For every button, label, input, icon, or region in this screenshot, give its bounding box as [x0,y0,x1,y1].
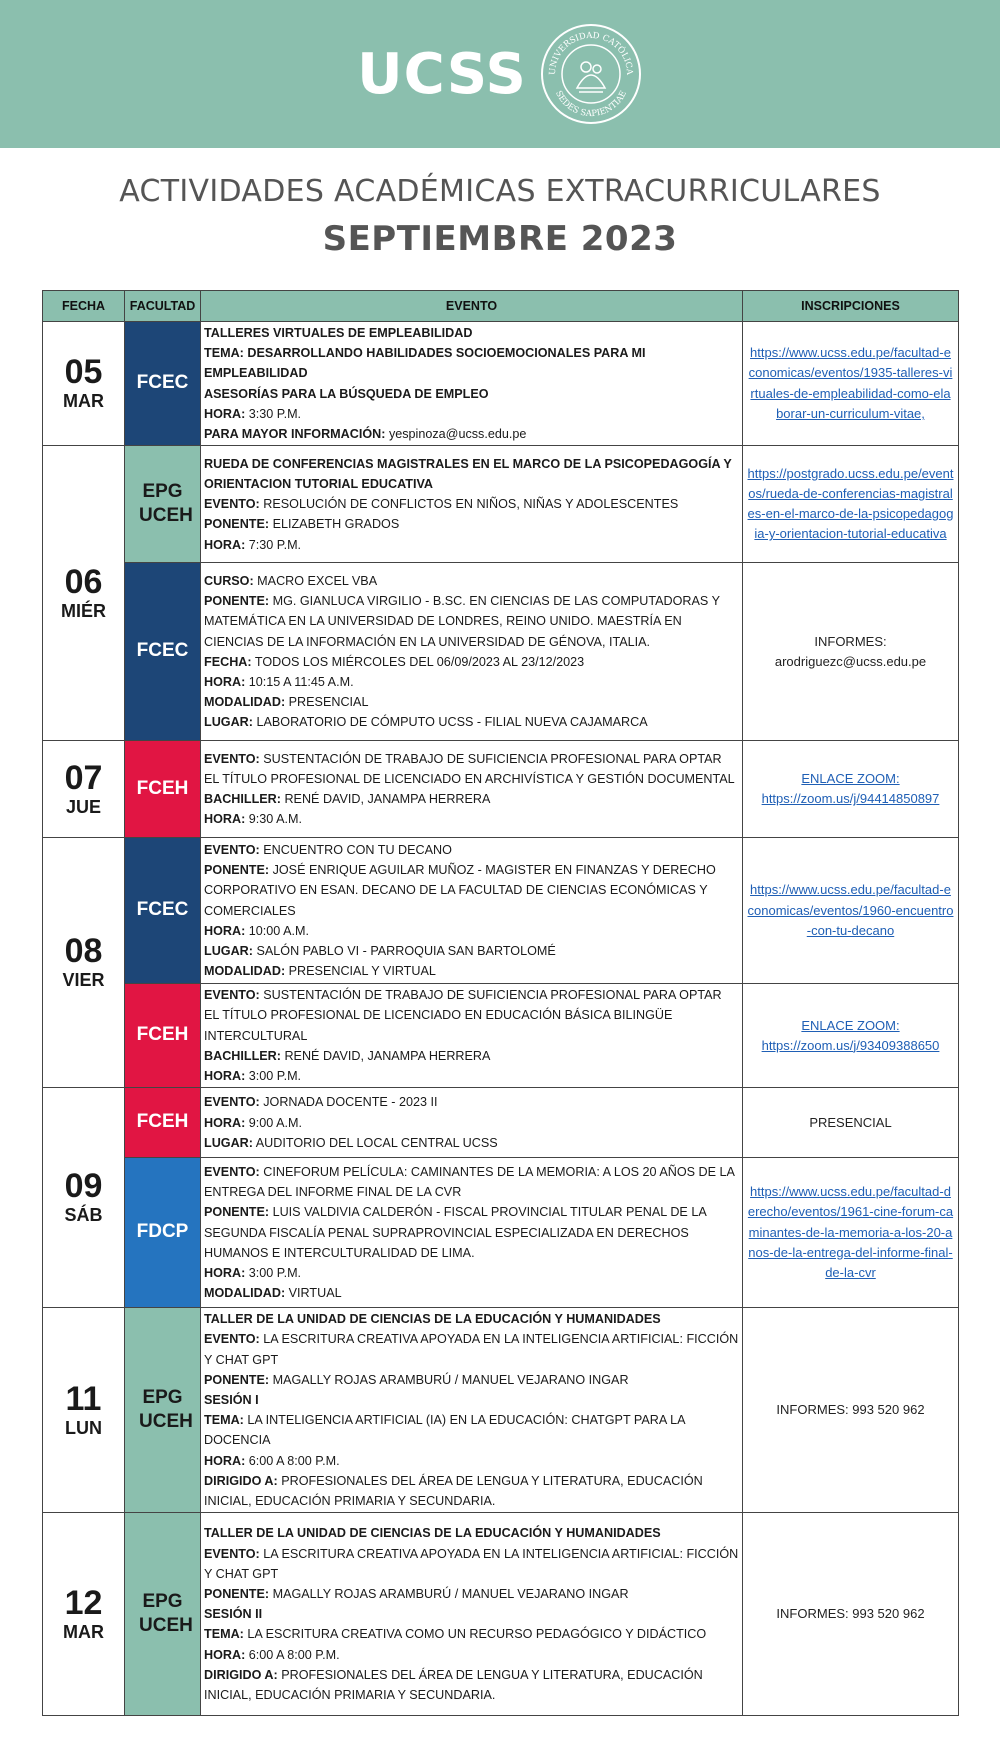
event-line-label: EVENTO: [204,843,260,857]
event-line-value: yespinoza@ucss.edu.pe [385,427,527,442]
registration-cell [743,741,959,838]
event-line-value: CINEFORUM PELÍCULA: CAMINANTES DE LA MEMORIA: A LOS 20 AÑOS DE LA ENTREGA DEL INFORME FINAL DE LA CVR [204,1165,735,1200]
event-line [204,404,739,424]
event-line-label: SESIÓN I [204,1393,259,1408]
zoom-link[interactable]: https://zoom.us/j/94414850897 [761,791,940,807]
date-weekday: LUN [65,1417,102,1438]
event-line [204,1523,739,1543]
event-line-label: HORA: [204,1453,246,1468]
event-line-label: FECHA: [204,654,252,669]
date-weekday: MAR [63,1621,104,1642]
event-line [204,749,739,789]
event-line-label: HORA: [204,1647,246,1662]
event-line-value: MAGALLY ROJAS ARAMBURÚ / MANUEL VEJARANO INGAR [269,1372,629,1387]
registration-phone: INFORMES: 993 520 962 [776,1402,925,1418]
event-line-label: BACHILLER: [204,792,281,807]
registration-link[interactable]: https://www.ucss.edu.pe/facultad-economicas/eventos/1960-encuentro-con-tu-decano [747,882,954,938]
col-header-inscripciones: INSCRIPCIONES [743,291,959,322]
date-number: 08 [64,932,103,971]
event-line-value: 10:15 A 11:45 A.M. [245,674,354,689]
event-line [204,1471,739,1511]
event-line-label: PARA MAYOR INFORMACIÓN: [204,427,386,442]
event-line-label: ASESORÍAS PARA LA BÚSQUEDA DE EMPLEO [204,386,489,401]
event-line-label: LUGAR: [204,715,253,730]
date-weekday: VIER [62,970,105,991]
event-line-label: EVENTO: [204,497,260,512]
event-line-value: RENÉ DAVID, JANAMPA HERRERA [280,1048,491,1063]
registration-cell [743,1158,959,1308]
table-row [43,984,959,1088]
event-line-label: EVENTO: [204,1332,260,1347]
date-weekday: MIÉR [61,600,106,621]
event-line-value: PROFESIONALES DEL ÁREA DE LENGUA Y LITERATURA, EDUCACIÓN INICIAL, EDUCACIÓN PRIMARIA Y SECUNDARIA. [204,1667,703,1702]
event-line [204,1133,739,1153]
event-line-label: RUEDA DE CONFERENCIAS MAGISTRALES EN EL MARCO DE LA PSICOPEDAGOGÍA Y ORIENTACION TUTORIAL EDUCATIVA [204,456,732,491]
event-line-label: PONENTE: [204,594,270,609]
event-line [204,1046,739,1066]
table-row [43,1513,959,1716]
event-line-value: LA ESCRITURA CREATIVA COMO UN RECURSO PEDAGÓGICO Y DIDÁCTICO [243,1627,707,1642]
event-line [204,1263,739,1283]
event-line-label: HORA: [204,1069,246,1084]
event-details [201,446,743,563]
date-number: 05 [64,353,103,392]
event-line-label: PONENTE: [204,517,270,532]
title-block [0,148,1000,290]
event-line-label: HORA: [204,812,246,827]
event-line-label: EVENTO: [204,1095,260,1110]
event-line [204,1113,739,1133]
col-header-fecha: FECHA [43,291,125,322]
date-cell [43,1513,125,1716]
date-number: 07 [64,758,103,797]
event-line-value: SALÓN PABLO VI - PARROQUIA SAN BARTOLOMÉ [252,944,556,959]
registration-link[interactable]: https://www.ucss.edu.pe/facultad-economicas/eventos/1935-talleres-virtuales-de-empleabilidad-como-elaborar-un-curriculum-vitae, [748,345,953,421]
table-row [43,741,959,838]
date-number: 12 [64,1583,103,1622]
event-line [204,1390,739,1410]
event-line-label: DIRIGIDO A: [204,1667,278,1682]
registration-cell [743,1513,959,1716]
event-line-value: MG. GIANLUCA VIRGILIO - B.SC. EN CIENCIAS DE LAS COMPUTADORAS Y MATEMÁTICA EN LA UNIVERSIDAD DE LONDRES, REINO UNIDO. MAESTRÍA EN CIENCIAS DE LA INFORMACIÓN EN LA UNIVERSIDAD DE GÉNOVA, ITALIA. [204,594,720,649]
date-cell [43,741,125,838]
event-line-label: CURSO: [204,573,254,588]
event-line [204,809,739,829]
date-weekday: MAR [63,391,104,412]
event-line-label: HORA: [204,406,246,421]
event-line-value: 3:30 P.M. [245,406,302,421]
event-line-value: SUSTENTACIÓN DE TRABAJO DE SUFICIENCIA PROFESIONAL PARA OPTAR EL TÍTULO PROFESIONAL DE LICENCIADO EN EDUCACIÓN BÁSICA BILINGÜE INTERCULTURAL [204,988,722,1043]
event-line-value: 10:00 A.M. [245,923,309,938]
event-details [201,838,743,984]
event-line [204,1665,739,1705]
col-header-evento: EVENTO [201,291,743,322]
event-line [204,652,739,672]
faculty-badge: EPG UCEH [125,446,201,563]
registration-link[interactable]: https://www.ucss.edu.pe/facultad-derecho/eventos/1961-cine-forum-caminantes-de-la-memoria-a-los-20-anos-de-la-entrega-del-informe-final-de-la-cvr [747,1184,954,1281]
event-line-value: RENÉ DAVID, JANAMPA HERRERA [280,792,491,807]
faculty-badge: FCEC [125,563,201,741]
header-band [0,0,1000,148]
event-line-label: SESIÓN II [204,1607,263,1622]
event-line-label: HORA: [204,537,246,552]
event-line-value: MACRO EXCEL VBA [253,573,378,588]
event-line [204,1329,739,1369]
event-line-value: ELIZABETH GRADOS [269,517,400,532]
event-line-value: 6:00 A 8:00 P.M. [245,1453,340,1468]
event-line [204,343,739,383]
event-details [201,1158,743,1308]
event-line-value: JORNADA DOCENTE - 2023 II [259,1095,438,1110]
event-details [201,322,743,446]
event-line-value: 9:00 A.M. [245,1115,302,1130]
registration-cell [743,322,959,446]
event-details [201,741,743,838]
table-row [43,1308,959,1513]
event-line-label: DIRIGIDO A: [204,1473,278,1488]
zoom-label[interactable]: ENLACE ZOOM: [801,771,900,787]
event-line-label: TEMA: [204,1627,244,1642]
event-line [204,424,739,444]
event-line [204,961,739,981]
event-details [201,1308,743,1513]
event-line [204,384,739,404]
date-number: 09 [64,1167,103,1206]
event-line [204,1092,739,1112]
event-line [204,1624,739,1644]
event-line-value: 3:00 P.M. [245,1069,302,1084]
event-line [204,941,739,961]
event-line-value: LA ESCRITURA CREATIVA APOYADA EN LA INTELIGENCIA ARTIFICIAL: FICCIÓN Y CHAT GPT [204,1332,739,1367]
event-line-value: RESOLUCIÓN DE CONFLICTOS EN NIÑOS, NIÑAS Y ADOLESCENTES [259,497,679,512]
zoom-label[interactable]: ENLACE ZOOM: [801,1017,900,1033]
date-cell [43,1308,125,1513]
event-line-value: MAGALLY ROJAS ARAMBURÚ / MANUEL VEJARANO INGAR [269,1586,629,1601]
event-line-label: TALLERES VIRTUALES DE EMPLEABILIDAD [204,326,473,340]
date-cell [43,1088,125,1308]
registration-cell [743,984,959,1088]
event-details [201,1088,743,1158]
event-line [204,591,739,652]
date-cell [43,322,125,446]
event-line-value: ENCUENTRO CON TU DECANO [259,843,452,857]
registration-label: INFORMES: [814,633,887,649]
registration-mode: PRESENCIAL [809,1114,892,1130]
registration-cell [743,446,959,563]
event-line [204,454,739,494]
event-line-value: JOSÉ ENRIQUE AGUILAR MUÑOZ - MAGISTER EN FINANZAS Y DERECHO CORPORATIVO EN ESAN. DECANO DE LA FACULTAD DE CIENCIAS ECONÓMICAS Y COMERCIALES [204,863,716,918]
table-row [43,1158,959,1308]
event-line-value: LA ESCRITURA CREATIVA APOYADA EN LA INTELIGENCIA ARTIFICIAL: FICCIÓN Y CHAT GPT [204,1546,739,1581]
event-line [204,323,739,343]
event-line [204,514,739,534]
event-line-value: 9:30 A.M. [245,812,302,827]
event-details [201,1513,743,1716]
faculty-badge: FCEH [125,741,201,838]
event-line [204,1309,739,1329]
event-line [204,1162,739,1202]
date-number: 06 [64,562,103,601]
event-line-label: PONENTE: [204,863,270,878]
event-line-label: HORA: [204,923,246,938]
event-line-value: LUIS VALDIVIA CALDERÓN - FISCAL PROVINCIAL TITULAR PENAL DE LA SEGUNDA FISCALÍA PENAL SUPRAPROVINCIAL ESPECIALIZADA EN DERECHOS HUMANOS E INTERCULTURALIDAD DE LIMA. [204,1205,707,1260]
event-line-label: MODALIDAD: [204,695,286,710]
table-row [43,1088,959,1158]
event-line-label: PONENTE: [204,1372,270,1387]
registration-email[interactable]: arodriguezc@ucss.edu.pe [774,653,927,669]
event-line-label: HORA: [204,1115,246,1130]
event-line-label: BACHILLER: [204,1048,281,1063]
event-line-label: HORA: [204,1266,246,1281]
faculty-badge: EPG UCEH [125,1308,201,1513]
event-line-value: PRESENCIAL [285,695,369,710]
faculty-badge: FCEH [125,984,201,1088]
event-line-label: TALLER DE LA UNIDAD DE CIENCIAS DE LA EDUCACIÓN Y HUMANIDADES [204,1312,661,1327]
event-line-value: 7:30 P.M. [245,537,302,552]
event-line [204,1451,739,1471]
events-table [42,290,959,1716]
event-line [204,692,739,712]
page-subtitle: SEPTIEMBRE 2023 [322,219,678,259]
event-line [204,1645,739,1665]
faculty-badge: EPG UCEH [125,1513,201,1716]
event-line [204,1370,739,1390]
event-line [204,1544,739,1584]
event-line [204,789,739,809]
event-line-label: TEMA: [204,1413,244,1428]
event-line-label: MODALIDAD: [204,964,286,979]
event-line [204,1584,739,1604]
event-line-label: EVENTO: [204,988,260,1003]
event-line [204,712,739,732]
faculty-badge: FCEC [125,838,201,984]
event-line-value: VIRTUAL [285,1286,342,1301]
svg-text:UNIVERSIDAD CATÓLICA: UNIVERSIDAD CATÓLICA [547,30,634,76]
faculty-badge: FCEC [125,322,201,446]
event-line [204,535,739,555]
table-header-row [43,291,959,322]
event-line [204,1202,739,1263]
event-line [204,921,739,941]
date-weekday: SÁB [64,1205,103,1226]
table-row [43,838,959,984]
event-line-value: PROFESIONALES DEL ÁREA DE LENGUA Y LITERATURA, EDUCACIÓN INICIAL, EDUCACIÓN PRIMARIA Y SECUNDARIA. [204,1473,703,1509]
event-details [201,984,743,1088]
event-line-label: EVENTO: [204,1165,260,1180]
registration-link[interactable]: https://postgrado.ucss.edu.pe/eventos/rueda-de-conferencias-magistrales-en-el-marco-de-la-psicopedagogia-y-orientacion-tutorial-educativa [747,465,954,542]
date-weekday: JUE [65,796,101,817]
event-line-value: PRESENCIAL Y VIRTUAL [285,964,436,979]
svg-text:SEDES SAPIENTIAE: SEDES SAPIENTIAE [552,89,629,120]
registration-cell [743,1088,959,1158]
event-line-label: EVENTO: [204,1546,260,1561]
event-line-label: HORA: [204,674,246,689]
event-line-value: TODOS LOS MIÉRCOLES DEL 06/09/2023 AL 23/12/2023 [251,654,585,669]
event-line-label: MODALIDAD: [204,1286,286,1301]
faculty-badge: FCEH [125,1088,201,1158]
registration-cell [743,1308,959,1513]
faculty-badge: FDCP [125,1158,201,1308]
page-title: ACTIVIDADES ACADÉMICAS EXTRACURRICULARES [119,174,881,209]
event-line-label: TALLER DE LA UNIDAD DE CIENCIAS DE LA EDUCACIÓN Y HUMANIDADES [204,1526,661,1541]
university-seal-icon [539,22,643,126]
registration-cell [743,838,959,984]
registration-cell [743,563,959,741]
event-line [204,672,739,692]
event-line-label: TEMA: DESARROLLANDO HABILIDADES SOCIOEMOCIONALES PARA MI EMPLEABILIDAD [204,346,646,381]
event-line-label: PONENTE: [204,1205,270,1220]
event-line-label: LUGAR: [204,944,253,959]
event-line [204,860,739,921]
ucss-logo[interactable] [357,22,643,126]
table-row [43,563,959,741]
event-line [204,840,739,860]
event-line-value: LABORATORIO DE CÓMPUTO UCSS - FILIAL NUEVA CAJAMARCA [252,715,648,730]
event-line [204,1604,739,1624]
event-line-value: LA INTELIGENCIA ARTIFICIAL (IA) EN LA EDUCACIÓN: CHATGPT PARA LA DOCENCIA [204,1413,685,1448]
event-line-value: SUSTENTACIÓN DE TRABAJO DE SUFICIENCIA PROFESIONAL PARA OPTAR EL TÍTULO PROFESIONAL DE LICENCIADO EN ARCHIVÍSTICA Y GESTIÓN DOCUMENTAL [204,751,735,787]
zoom-link[interactable]: https://zoom.us/j/93409388650 [761,1037,940,1053]
event-details [201,563,743,741]
event-line-label: PONENTE: [204,1586,270,1601]
col-header-facultad: FACULTAD [125,291,201,322]
table-row [43,446,959,563]
event-line-value: 3:00 P.M. [245,1266,302,1281]
table-row [43,322,959,446]
date-number: 11 [65,1379,102,1418]
date-cell [43,446,125,741]
event-line [204,571,739,591]
event-line-label: EVENTO: [204,751,260,766]
event-line [204,1066,739,1086]
event-line-label: LUGAR: [204,1135,253,1150]
date-cell [43,838,125,1088]
registration-phone: INFORMES: 993 520 962 [776,1606,925,1622]
event-line [204,1410,739,1450]
event-line [204,1283,739,1303]
event-line-value: AUDITORIO DEL LOCAL CENTRAL UCSS [252,1135,498,1150]
logo-text: UCSS [357,41,527,107]
event-line-value: 6:00 A 8:00 P.M. [245,1647,340,1662]
event-line [204,494,739,514]
event-line [204,985,739,1046]
